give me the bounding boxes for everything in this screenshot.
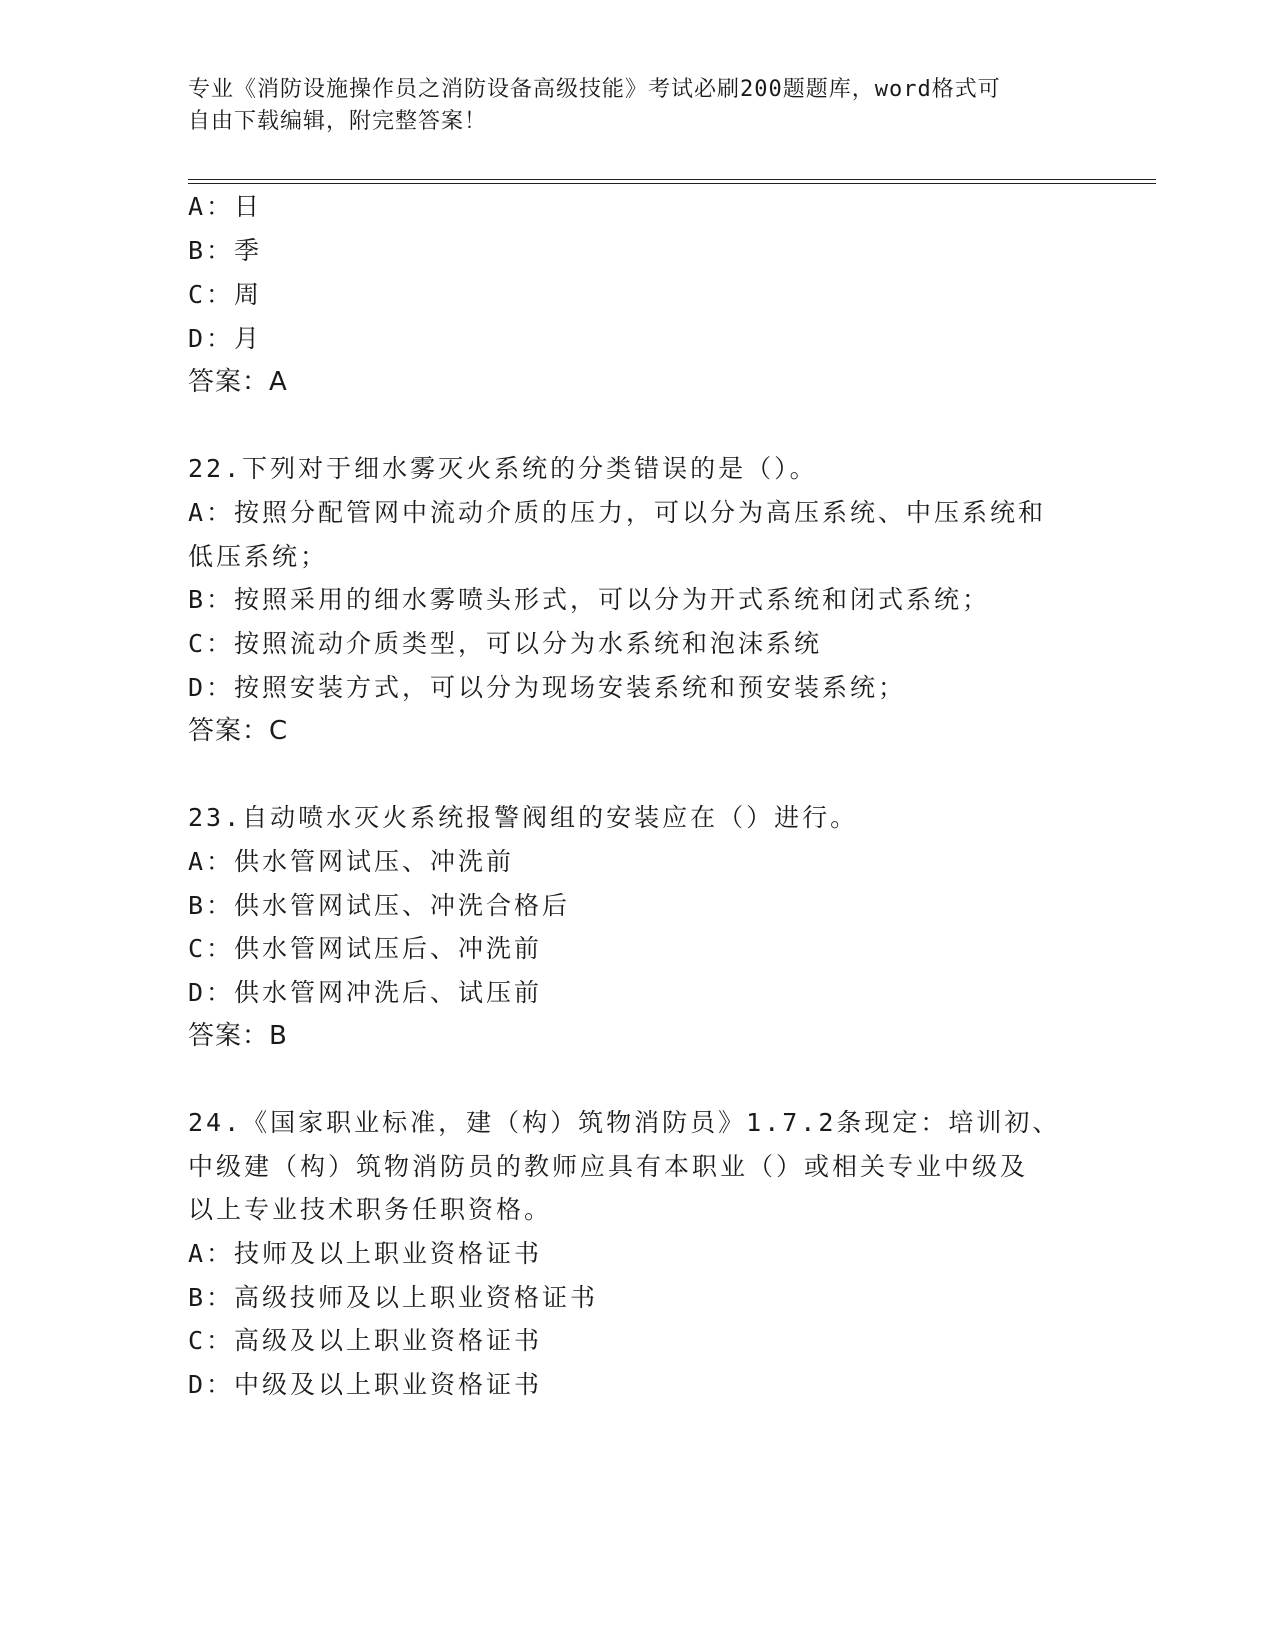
q23-option-c: C：供水管网试压后、冲洗前 bbox=[188, 934, 543, 963]
q24-stem-line-2: 中级建（构）筑物消防员的教师应具有本职业（）或相关专业中级及 bbox=[188, 1152, 1029, 1181]
q22-option-a: A：按照分配管网中流动介质的压力，可以分为高压系统、中压系统和 bbox=[188, 498, 1047, 527]
q23-answer: 答案：B bbox=[188, 1021, 288, 1051]
q23-option-a: A：供水管网试压、冲洗前 bbox=[188, 847, 515, 876]
q24-stem-line-1: 24.《国家职业标准，建（构）筑物消防员》1.7.2条现定：培训初、 bbox=[188, 1108, 1061, 1137]
q22-option-b: B：按照采用的细水雾喷头形式，可以分为开式系统和闭式系统； bbox=[188, 585, 991, 614]
q24-option-a: A：技师及以上职业资格证书 bbox=[188, 1239, 543, 1268]
q23-option-b: B：供水管网试压、冲洗合格后 bbox=[188, 891, 571, 920]
q21-option-a: A：日 bbox=[188, 192, 263, 221]
header-divider-bottom bbox=[188, 183, 1156, 184]
q24-option-b: B：高级技师及以上职业资格证书 bbox=[188, 1283, 599, 1312]
q21-option-b: B：季 bbox=[188, 236, 263, 265]
header-line-1: 专业《消防设施操作员之消防设备高级技能》考试必刷200题题库，word格式可 bbox=[188, 77, 1001, 102]
q23-option-d: D：供水管网冲洗后、试压前 bbox=[188, 978, 543, 1007]
q22-option-a-continued: 低压系统； bbox=[188, 542, 329, 571]
q22-option-c: C：按照流动介质类型，可以分为水系统和泡沫系统 bbox=[188, 629, 823, 658]
q24-option-d: D：中级及以上职业资格证书 bbox=[188, 1370, 543, 1399]
q21-answer: 答案：A bbox=[188, 367, 288, 397]
q23-stem: 23.自动喷水灭火系统报警阀组的安装应在（）进行。 bbox=[188, 803, 859, 832]
header-line-2: 自由下载编辑，附完整答案！ bbox=[188, 109, 488, 134]
q22-stem: 22.下列对于细水雾灭火系统的分类错误的是（）。 bbox=[188, 454, 818, 483]
q22-answer: 答案：C bbox=[188, 716, 289, 746]
q24-stem-line-3: 以上专业技术职务任职资格。 bbox=[188, 1195, 553, 1224]
document-header bbox=[188, 74, 1068, 138]
q21-option-c: C：周 bbox=[188, 280, 263, 309]
q22-option-d: D：按照安装方式，可以分为现场安装系统和预安装系统； bbox=[188, 673, 907, 702]
q21-option-d: D：月 bbox=[188, 324, 263, 353]
header-divider-top bbox=[188, 179, 1156, 180]
q24-option-c: C：高级及以上职业资格证书 bbox=[188, 1326, 543, 1355]
